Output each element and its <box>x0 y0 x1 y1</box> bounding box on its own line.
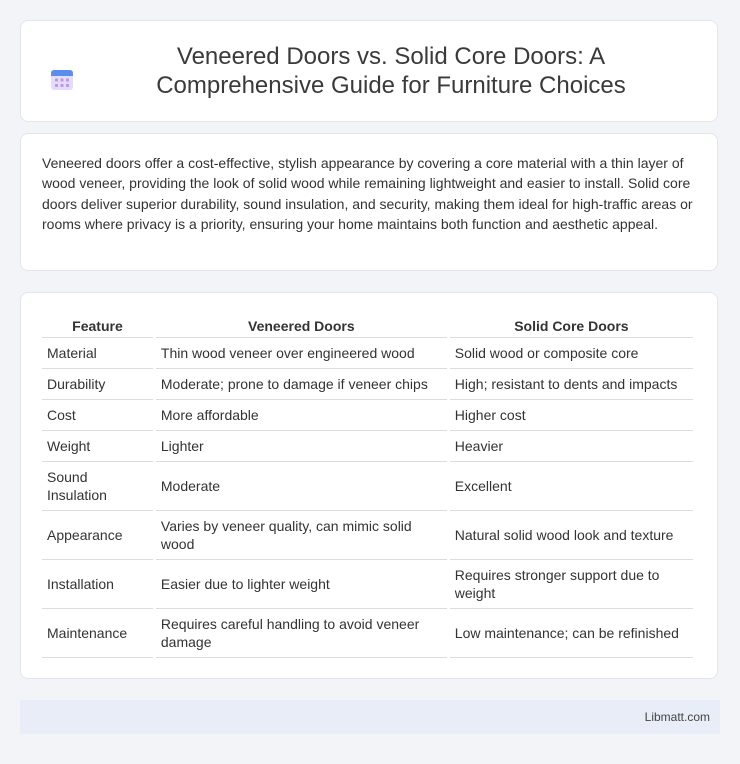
table-row <box>42 338 693 369</box>
calendar-icon <box>49 66 75 92</box>
row-veneered: Easier due to lighter weight <box>156 560 447 609</box>
table-row <box>42 511 693 560</box>
row-veneered: More affordable <box>156 400 447 431</box>
comparison-table <box>39 315 696 658</box>
row-veneered: Moderate <box>156 462 447 511</box>
title-wrap <box>49 42 689 100</box>
row-solid-core: High; resistant to dents and impacts <box>450 369 693 400</box>
row-solid-core: Heavier <box>450 431 693 462</box>
row-feature: Installation <box>42 560 153 609</box>
intro-card <box>20 133 718 271</box>
page-title: Veneered Doors vs. Solid Core Doors: A Comprehensive Guide for Furniture Choices <box>156 43 626 99</box>
table-row <box>42 369 693 400</box>
row-solid-core: Low maintenance; can be refinished <box>450 609 693 658</box>
row-veneered: Moderate; prone to damage if veneer chips <box>156 369 447 400</box>
row-feature: Sound Insulation <box>42 462 153 511</box>
row-solid-core: Higher cost <box>450 400 693 431</box>
row-veneered: Thin wood veneer over engineered wood <box>156 338 447 369</box>
row-feature: Maintenance <box>42 609 153 658</box>
row-veneered: Lighter <box>156 431 447 462</box>
table-row <box>42 431 693 462</box>
row-solid-core: Excellent <box>450 462 693 511</box>
table-row <box>42 400 693 431</box>
row-solid-core: Requires stronger support due to weight <box>450 560 693 609</box>
row-veneered: Requires careful handling to avoid veneer damage <box>156 609 447 658</box>
table-row <box>42 560 693 609</box>
table-row <box>42 609 693 658</box>
footer-brand-link[interactable]: Libmatt.com <box>644 710 710 724</box>
row-feature: Cost <box>42 400 153 431</box>
intro-paragraph: Veneered doors offer a cost-effective, stylish appearance by covering a core material with a thin layer of wood veneer, providing the look of solid wood while remaining lightweight and easier to install. Solid core doors deliver superior durability, sound insulation, and security, making them ideal for high-traffic areas or rooms where privacy is a priority, ensuring your home maintains both function and aesthetic appeal. <box>42 155 693 232</box>
row-solid-core: Solid wood or composite core <box>450 338 693 369</box>
row-veneered: Varies by veneer quality, can mimic solid wood <box>156 511 447 560</box>
footer <box>20 700 720 734</box>
header-feature: Feature <box>42 315 153 338</box>
row-feature: Material <box>42 338 153 369</box>
row-feature: Appearance <box>42 511 153 560</box>
row-feature: Durability <box>42 369 153 400</box>
title-card <box>20 20 718 122</box>
row-feature: Weight <box>42 431 153 462</box>
header-solid-core: Solid Core Doors <box>450 315 693 338</box>
table-row <box>42 462 693 511</box>
comparison-card <box>20 292 718 679</box>
row-solid-core: Natural solid wood look and texture <box>450 511 693 560</box>
header-veneered: Veneered Doors <box>156 315 447 338</box>
table-header-row <box>42 315 693 338</box>
